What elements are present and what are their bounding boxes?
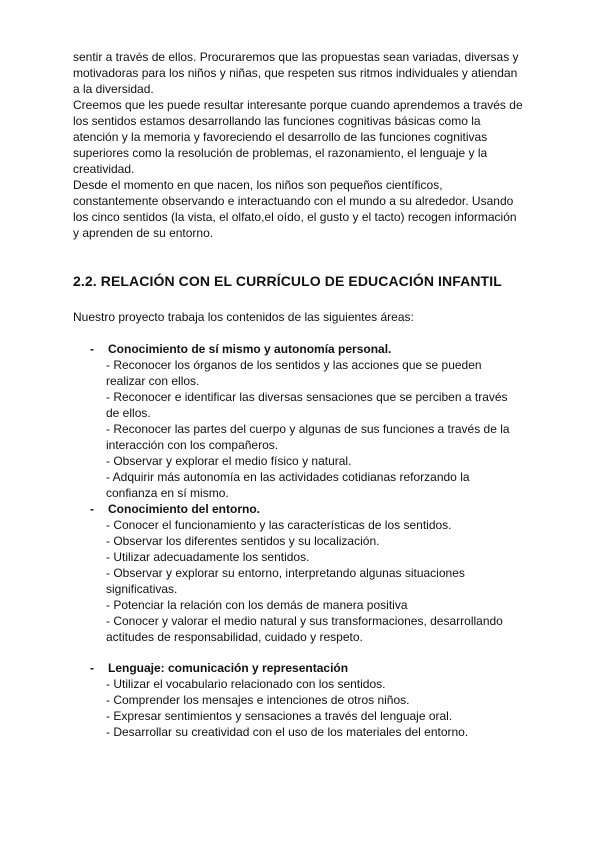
paragraph-2 [73,97,533,177]
area-header [73,501,533,517]
text-line: los cinco sentidos (la vista, el olfato,el oído, el gusto y el tacto) recogen información [73,210,517,224]
curriculum-area [73,660,533,740]
text-line: creatividad. [73,162,135,176]
text-line: Creemos que les puede resultar interesante porque cuando aprendemos a través de [73,98,523,112]
paragraph-1 [73,49,533,97]
section-heading: 2.2. RELACIÓN CON EL CURRÍCULO DE EDUCACIÓN INFANTIL [73,273,502,289]
area-items [106,357,533,501]
list-item: - Utilizar adecuadamente los sentidos. [106,550,310,564]
text-line: Desde el momento en que nacen, los niños son pequeños científicos, [73,178,443,192]
area-items [106,676,533,740]
text-line: atención y la memoria y favoreciendo el desarrollo de las funciones cognitivas [73,130,488,144]
area-header [73,341,533,357]
text-line: constantemente observando e interactuando con el mundo a su alrededor. Usando [73,194,514,208]
text-line: motivadoras para los niños y niñas, que respeten sus ritmos individuales y atiendan [73,66,518,80]
list-item: confianza en sí mismo. [106,486,229,500]
list-item: - Adquirir más autonomía en las actividades cotidianas reforzando la [106,470,470,484]
intro-text: Nuestro proyecto trabaja los contenidos de las siguientes áreas: [73,310,414,324]
text-line: sentir a través de ellos. Procuraremos que las propuestas sean variadas, diversas y [73,50,519,64]
list-item: actitudes de responsabilidad, cuidado y respeto. [106,630,363,644]
text-line: los sentidos estamos desarrollando las funciones cognitivas básicas como la [73,114,481,128]
text-line: superiores como la resolución de problemas, el razonamiento, el lenguaje y la [73,146,488,160]
area-items [106,517,533,645]
list-item: - Comprender los mensajes e intenciones de otros niños. [106,693,410,707]
list-item: - Desarrollar su creatividad con el uso de los materiales del entorno. [106,725,469,739]
list-item: significativas. [106,582,178,596]
bullet-dash: - [90,342,94,356]
curriculum-area [73,501,533,645]
area-title: Conocimiento de sí mismo y autonomía personal. [108,342,392,356]
list-item: - Conocer el funcionamiento y las características de los sentidos. [106,518,452,532]
list-item: - Potenciar la relación con los demás de manera positiva [106,598,408,612]
paragraph-3 [73,177,533,241]
area-header [73,660,533,676]
list-item: - Utilizar el vocabulario relacionado con los sentidos. [106,677,386,691]
list-item: - Reconocer los órganos de los sentidos y las acciones que se pueden [106,358,482,372]
list-item: - Reconocer e identificar las diversas sensaciones que se perciben a través [106,390,508,404]
bullet-dash: - [90,661,94,675]
curriculum-area [73,341,533,501]
list-item: de ellos. [106,406,151,420]
area-title: Conocimiento del entorno. [108,502,260,516]
list-item: - Reconocer las partes del cuerpo y algunas de sus funciones a través de la [106,422,510,436]
list-item: realizar con ellos. [106,374,200,388]
list-item: - Observar y explorar el medio físico y natural. [106,454,352,468]
list-item: - Observar y explorar su entorno, interpretando algunas situaciones [106,566,465,580]
text-line: a la diversidad. [73,82,154,96]
list-item: - Observar los diferentes sentidos y su localización. [106,534,380,548]
bullet-dash: - [90,502,94,516]
text-line: y aprenden de su entorno. [73,226,214,240]
list-item: interacción con los compañeros. [106,438,279,452]
list-item: - Expresar sentimientos y sensaciones a través del lenguaje oral. [106,709,453,723]
list-item: - Conocer y valorar el medio natural y sus transformaciones, desarrollando [106,614,503,628]
area-title: Lenguaje: comunicación y representación [108,661,349,675]
